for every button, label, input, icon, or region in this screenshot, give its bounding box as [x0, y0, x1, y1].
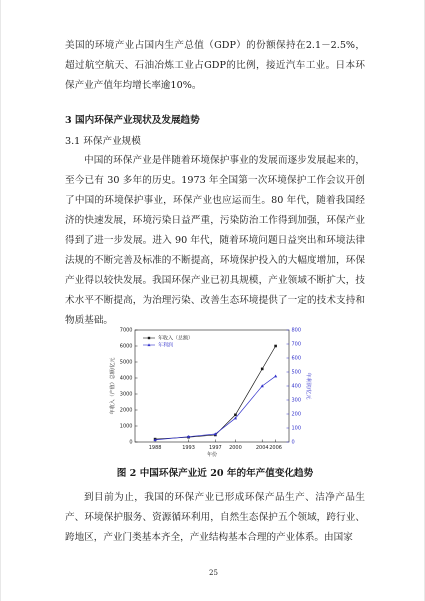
section-heading-3-1: 3.1 环保产业规模: [65, 136, 141, 147]
right-tick-label: 200: [291, 411, 302, 418]
left-tick-label: 7000: [119, 327, 133, 334]
right-tick-label: 300: [291, 397, 302, 404]
left-tick-label: 5000: [119, 359, 133, 366]
legend-label: 年利润: [158, 342, 174, 349]
legend-label: 年收入（总额）: [158, 335, 194, 342]
left-tick-label: 1000: [119, 423, 133, 430]
right-axis-label: 年利润/亿元: [305, 372, 311, 400]
paragraph-industry-structure: 到目前为止，我国的环保产业已形成环保产品生产、洁净产品生产、环境保护服务、资源循环利用，自然生态保护五个领域，跨行业、跨地区，产业门类基本齐全，产业结构基本合理的产业体系。由国家: [65, 492, 365, 543]
left-tick-label: 4000: [119, 375, 133, 382]
x-axis-label: 年份: [206, 452, 218, 458]
figure-caption: 图 2 中国环保产业近 20 年的年产值变化趋势: [116, 468, 314, 479]
series-line-1: [155, 376, 276, 440]
left-tick-label: 2000: [119, 407, 133, 414]
x-tick-label: 2000: [229, 445, 242, 451]
paragraph-us-japan: 美国的环境产业占国内生产总值（GDP）的份额保持在2.1－2.5%，超过航空航天、石油冶炼工业占GDP的比例，接近汽车工业。日本环保产业产值年均增长率逾10%。: [65, 40, 365, 91]
data-point-revenue: [234, 414, 237, 417]
right-tick-label: 700: [291, 341, 302, 348]
x-tick-label: 2006: [269, 445, 282, 451]
x-tick-label: 1988: [148, 445, 162, 451]
right-tick-label: 400: [291, 383, 302, 390]
page-number: 25: [209, 569, 218, 577]
right-tick-label: 0: [291, 439, 295, 446]
legend-marker-revenue: [148, 337, 150, 339]
right-tick-label: 800: [291, 327, 302, 334]
paragraph-china-history: 中国的环保产业是伴随着环境保护事业的发展而逐步发展起来的，至今已有 30 多年的历史。1973 年全国第一次环境保护工作会议开创了中国的环境保护事业，环保产业也应运而生。80 年代，随着我国经济的快速发展，环境污染日益严重，污染防治工作得到加强，环保产业得到了进一步发展。进入 90 年代，随着环境问题日益突出和环境法律法规的不断完善及标准的不断提高，环境保护投入的大幅度增加，环保产业得以较快发展。我国环保产业已初具规模，产业领域不断扩大，技术水平不断提高，为治理污染、改善生态环境提供了一定的技术支持和物质基础。: [65, 155, 365, 326]
left-tick-label: 0: [129, 439, 133, 446]
x-tick-label: 2004: [255, 445, 269, 451]
right-tick-label: 500: [291, 369, 302, 376]
left-axis-label: 年收入（产值）总额/亿元: [110, 357, 116, 415]
x-tick-label: 1993: [182, 445, 195, 451]
section-heading-3: 3 国内环保产业现状及发展趋势: [65, 115, 200, 126]
x-tick-label: 1997: [208, 445, 222, 451]
data-point-revenue: [261, 368, 264, 371]
right-tick-label: 100: [291, 425, 302, 432]
data-point-revenue: [274, 345, 277, 348]
right-tick-label: 600: [291, 355, 302, 362]
left-tick-label: 6000: [119, 343, 133, 350]
series-line-0: [155, 346, 276, 439]
data-point-profit: [274, 375, 277, 378]
output-trend-chart: [93, 324, 333, 460]
data-point-profit: [261, 384, 264, 387]
left-tick-label: 3000: [119, 391, 133, 398]
chart-container: [93, 324, 333, 460]
